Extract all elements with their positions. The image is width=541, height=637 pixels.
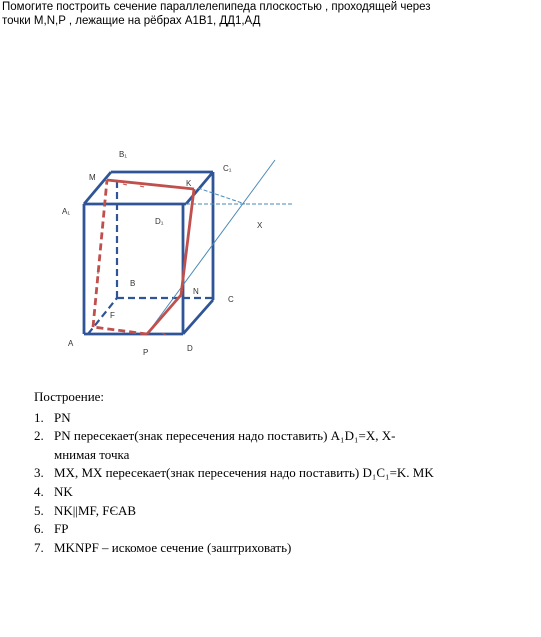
step-text: NK: [54, 483, 73, 499]
label-M: M: [89, 173, 96, 182]
steps-list: [34, 409, 504, 558]
tick: [123, 184, 127, 185]
label-B1: B₁: [119, 150, 128, 159]
step-text: PN: [54, 409, 71, 425]
step-number: 3.: [34, 465, 44, 481]
step-number: 5.: [34, 502, 44, 518]
line-MK-extension: [198, 188, 245, 204]
construction-steps: [34, 388, 504, 557]
step-number: 4.: [34, 483, 44, 499]
label-N: N: [193, 287, 199, 296]
section-edge-FM: [93, 180, 107, 327]
label-C: C: [228, 295, 234, 304]
question-line-2: точки M,N,P , лежащие на рёбрах A1B1, ДД1,АД: [2, 15, 261, 27]
step-text: MKNPF – искомое сечение (заштриховать): [54, 539, 292, 555]
step-item: [34, 409, 504, 428]
step-item: [34, 502, 504, 521]
step-text: NK||MF, FЄAB: [54, 502, 137, 518]
label-A1: A₁: [62, 207, 71, 216]
label-D1: D₁: [155, 217, 164, 226]
tick-marks: [98, 184, 166, 335]
step-number: 7.: [34, 539, 44, 555]
label-B: B: [130, 279, 136, 288]
label-X: X: [257, 221, 263, 230]
section-edge-NP: [147, 295, 181, 334]
step-item: [34, 483, 504, 502]
label-A: A: [68, 339, 74, 348]
step-text: MX, MX пересекает(знак пересечения надо поставить) D₁C₁=K. MK: [54, 465, 434, 481]
step-number: 6.: [34, 521, 44, 537]
step-text-continuation: мнимая точка: [54, 446, 130, 462]
step-item: [34, 427, 504, 464]
step-text: PN пересекает(знак пересечения надо поставить) A₁D₁=X, X-: [54, 428, 396, 444]
label-K: K: [186, 179, 192, 188]
step-number: 1.: [34, 409, 44, 425]
step-number: 2.: [34, 428, 44, 444]
label-C1: C₁: [223, 164, 232, 173]
label-P: P: [143, 348, 149, 357]
label-F: F: [110, 311, 115, 320]
step-item: [34, 464, 504, 483]
step-item: [34, 520, 504, 539]
step-text: FP: [54, 521, 69, 537]
edge-C-D: [183, 300, 213, 334]
label-D: D: [187, 344, 193, 353]
step-item: [34, 539, 504, 558]
tick: [140, 186, 144, 187]
construction-title: Построение:: [34, 389, 105, 404]
question-line-1: Помогите построить сечение параллелепипеда плоскостью , проходящей через: [2, 1, 431, 13]
section-edge-MK: [107, 180, 194, 189]
